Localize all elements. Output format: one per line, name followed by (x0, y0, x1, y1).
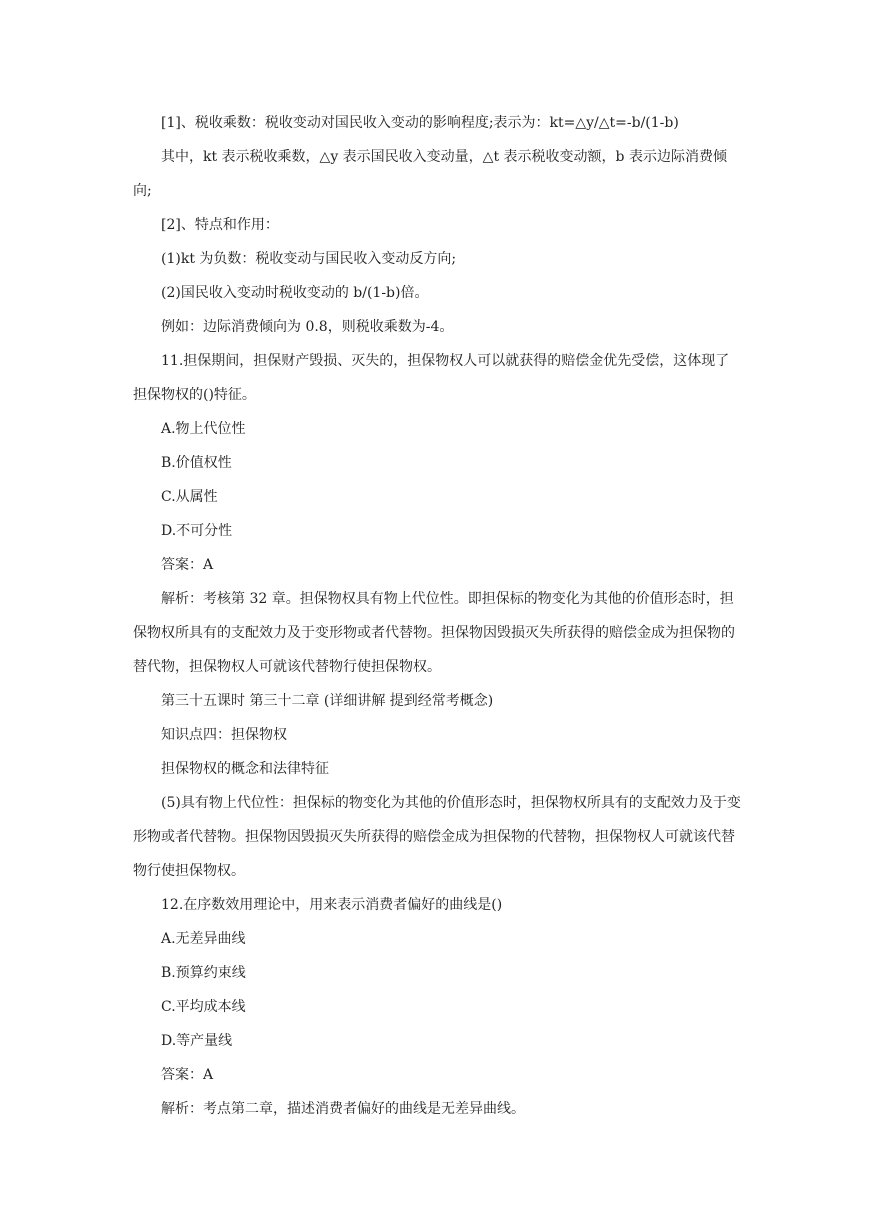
q12-option-b: B.预算约束线 (161, 965, 246, 981)
q12-option-d: D.等产量线 (161, 1033, 233, 1049)
subrogation-paragraph: (5)具有物上代位性：担保标的物变化为其他的价值形态时，担保物权所具有的支配效力及于变形物或者代替物。担保物因毁损灭失所获得的赔偿金成为担保物的代替物，担保物权人可就该代替物行使担保物权。 (133, 795, 741, 879)
q12-answer: 答案：A (161, 1067, 214, 1083)
concept-heading: 担保物权的概念和法律特征 (161, 761, 329, 777)
q11-option-d: D.不可分性 (161, 523, 233, 539)
tax-multiplier-explanation: 其中，kt 表示税收乘数，△y 表示国民收入变动量，△t 表示税收变动额，b 表示边际消费倾向; (133, 149, 727, 199)
q11-option-b: B.价值权性 (161, 455, 232, 471)
knowledge-point-heading: 知识点四：担保物权 (161, 727, 287, 743)
q12-option-a: A.无差异曲线 (161, 931, 246, 947)
feature-1: (1)kt 为负数：税收变动与国民收入变动反方向; (161, 251, 457, 267)
q11-answer: 答案：A (161, 557, 214, 573)
q11-option-c: C.从属性 (161, 489, 218, 505)
example-text: 例如：边际消费倾向为 0.8，则税收乘数为-4。 (161, 319, 454, 335)
lesson-heading: 第三十五课时 第三十二章 (详细讲解 提到经常考概念) (161, 693, 494, 709)
features-heading: [2]、特点和作用： (161, 217, 279, 233)
document-body (133, 106, 743, 1126)
question-12: 12.在序数效用理论中，用来表示消费者偏好的曲线是() (161, 897, 503, 913)
q12-option-c: C.平均成本线 (161, 999, 246, 1015)
q12-analysis: 解析：考点第二章，描述消费者偏好的曲线是无差异曲线。 (161, 1101, 525, 1117)
tax-multiplier-definition: [1]、税收乘数：税收变动对国民收入变动的影响程度;表示为：kt=△y/△t=-b/(1-b) (161, 115, 679, 131)
feature-2: (2)国民收入变动时税收变动的 b/(1-b)倍。 (161, 285, 429, 301)
question-11: 11.担保期间，担保财产毁损、灭失的，担保物权人可以就获得的赔偿金优先受偿，这体现了担保物权的()特征。 (133, 353, 730, 403)
q11-analysis: 解析：考核第 32 章。担保物权具有物上代位性。即担保标的物变化为其他的价值形态时，担保物权所具有的支配效力及于变形物或者代替物。担保物因毁损灭失所获得的赔偿金成为担保物的替代物，担保物权人可就该代替物行使担保物权。 (133, 591, 735, 675)
q11-option-a: A.物上代位性 (161, 421, 246, 437)
